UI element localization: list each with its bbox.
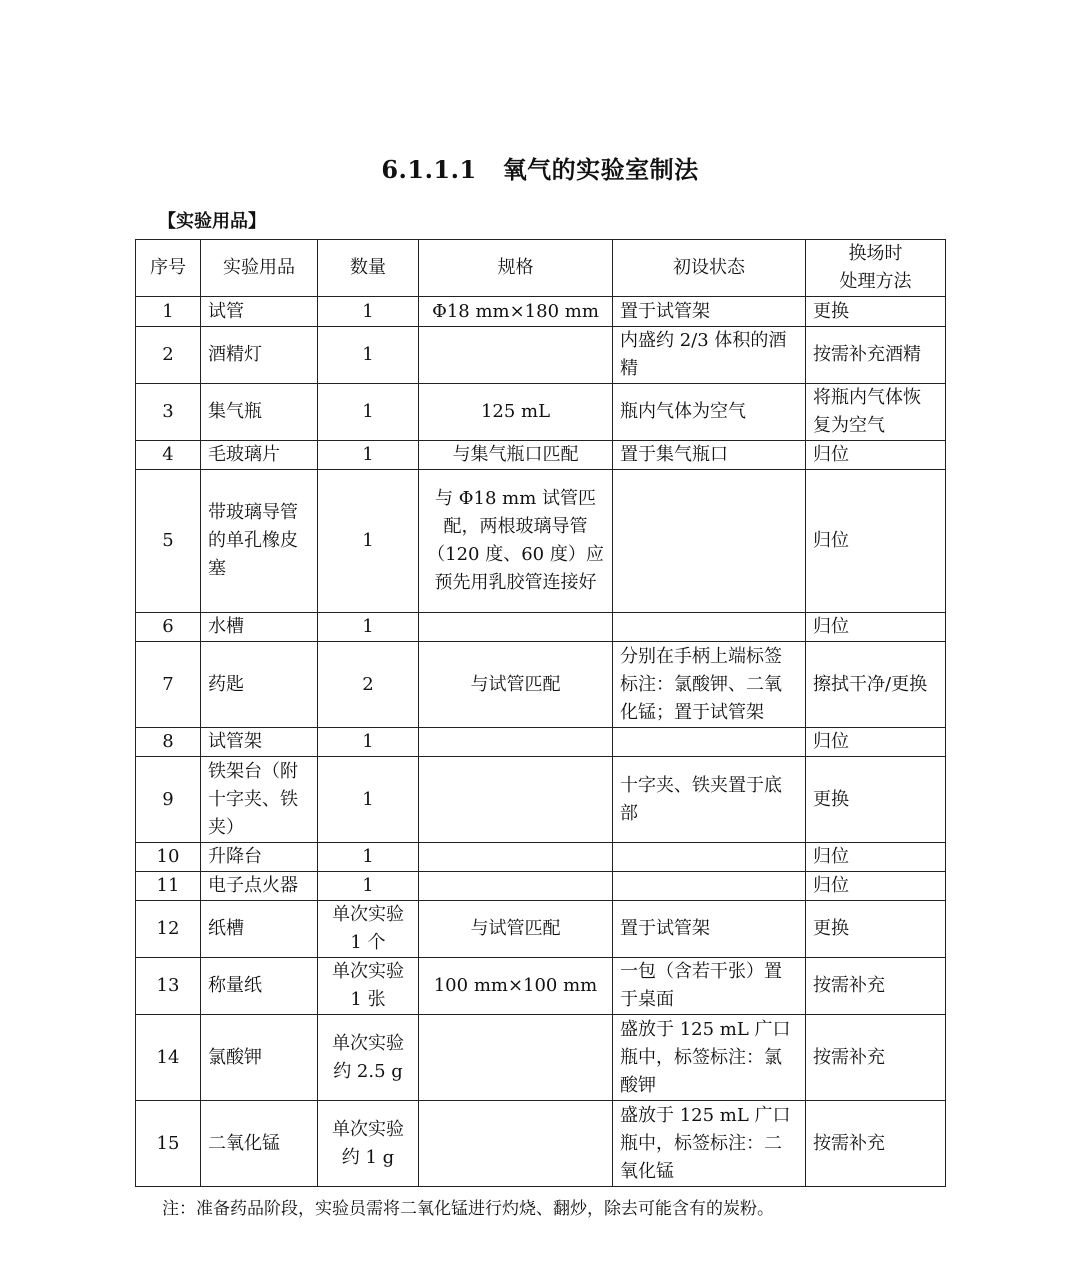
cell-item: 铁架台（附十字夹、铁夹） (201, 757, 318, 843)
cell-index: 8 (136, 728, 201, 757)
cell-item: 试管架 (201, 728, 318, 757)
cell-item: 试管 (201, 297, 318, 327)
cell-index: 11 (136, 872, 201, 901)
cell-index: 15 (136, 1101, 201, 1187)
cell-initial-state: 十字夹、铁夹置于底部 (613, 757, 806, 843)
cell-spec: 与 Φ18 mm 试管匹配，两根玻璃导管（120 度、60 度）应预先用乳胶管连接好 (419, 470, 613, 613)
cell-handling: 按需补充 (806, 958, 946, 1015)
cell-quantity: 1 (318, 297, 419, 327)
cell-spec: 与试管匹配 (419, 901, 613, 958)
page-title (0, 150, 1080, 185)
cell-handling: 将瓶内气体恢复为空气 (806, 384, 946, 441)
cell-handling: 按需补充 (806, 1015, 946, 1101)
table-row (136, 1101, 946, 1187)
cell-item: 水槽 (201, 613, 318, 642)
heading-text: 氧气的实验室制法 (502, 155, 699, 184)
cell-spec: 与集气瓶口匹配 (419, 441, 613, 470)
cell-initial-state: 瓶内气体为空气 (613, 384, 806, 441)
cell-initial-state (613, 613, 806, 642)
cell-index: 10 (136, 843, 201, 872)
table-row (136, 441, 946, 470)
cell-handling: 归位 (806, 872, 946, 901)
cell-handling: 归位 (806, 470, 946, 613)
table-row (136, 728, 946, 757)
cell-item: 电子点火器 (201, 872, 318, 901)
table-row (136, 757, 946, 843)
cell-item: 升降台 (201, 843, 318, 872)
cell-item: 称量纸 (201, 958, 318, 1015)
cell-item: 酒精灯 (201, 327, 318, 384)
cell-item: 药匙 (201, 642, 318, 728)
table-row (136, 872, 946, 901)
cell-handling: 更换 (806, 297, 946, 327)
cell-quantity: 1 (318, 441, 419, 470)
cell-spec: 125 mL (419, 384, 613, 441)
cell-quantity: 1 (318, 757, 419, 843)
cell-spec (419, 843, 613, 872)
cell-item: 带玻璃导管的单孔橡皮塞 (201, 470, 318, 613)
cell-handling: 归位 (806, 728, 946, 757)
cell-index: 14 (136, 1015, 201, 1101)
section-label: 【实验用品】 (158, 211, 266, 232)
cell-initial-state (613, 843, 806, 872)
heading-number: 6.1.1.1 (381, 155, 477, 184)
cell-item: 纸槽 (201, 901, 318, 958)
cell-index: 12 (136, 901, 201, 958)
cell-handling: 归位 (806, 613, 946, 642)
cell-initial-state: 盛放于 125 mL 广口瓶中，标签标注：二氧化锰 (613, 1101, 806, 1187)
cell-initial-state: 置于试管架 (613, 901, 806, 958)
cell-quantity: 1 (318, 843, 419, 872)
cell-handling: 擦拭干净/更换 (806, 642, 946, 728)
cell-spec (419, 757, 613, 843)
cell-index: 13 (136, 958, 201, 1015)
cell-initial-state: 盛放于 125 mL 广口瓶中，标签标注：氯酸钾 (613, 1015, 806, 1101)
cell-handling: 更换 (806, 757, 946, 843)
materials-table (135, 239, 946, 1187)
cell-index: 6 (136, 613, 201, 642)
table-row (136, 642, 946, 728)
table-row (136, 958, 946, 1015)
cell-index: 1 (136, 297, 201, 327)
cell-item: 集气瓶 (201, 384, 318, 441)
column-header: 换场时 处理方法 (806, 240, 946, 297)
cell-spec (419, 1101, 613, 1187)
cell-item: 毛玻璃片 (201, 441, 318, 470)
cell-quantity: 单次实验约 1 g (318, 1101, 419, 1187)
cell-handling: 归位 (806, 843, 946, 872)
cell-index: 5 (136, 470, 201, 613)
cell-quantity: 1 (318, 872, 419, 901)
cell-initial-state (613, 872, 806, 901)
cell-index: 4 (136, 441, 201, 470)
table-row (136, 1015, 946, 1101)
column-header: 初设状态 (613, 240, 806, 297)
cell-quantity: 单次实验 1 个 (318, 901, 419, 958)
cell-handling: 归位 (806, 441, 946, 470)
cell-initial-state: 置于试管架 (613, 297, 806, 327)
cell-quantity: 2 (318, 642, 419, 728)
table-row (136, 901, 946, 958)
cell-spec (419, 327, 613, 384)
cell-handling: 更换 (806, 901, 946, 958)
footnote: 注：准备药品阶段，实验员需将二氧化锰进行灼烧、翻炒，除去可能含有的炭粉。 (162, 1199, 774, 1219)
cell-quantity: 1 (318, 384, 419, 441)
cell-index: 7 (136, 642, 201, 728)
cell-handling: 按需补充酒精 (806, 327, 946, 384)
cell-quantity: 1 (318, 728, 419, 757)
cell-quantity: 1 (318, 470, 419, 613)
cell-spec: Φ18 mm×180 mm (419, 297, 613, 327)
cell-initial-state: 一包（含若干张）置于桌面 (613, 958, 806, 1015)
cell-spec (419, 872, 613, 901)
table-row (136, 297, 946, 327)
cell-spec (419, 728, 613, 757)
cell-index: 9 (136, 757, 201, 843)
cell-item: 氯酸钾 (201, 1015, 318, 1101)
cell-initial-state: 分别在手柄上端标签标注：氯酸钾、二氧化锰；置于试管架 (613, 642, 806, 728)
cell-index: 3 (136, 384, 201, 441)
cell-spec: 与试管匹配 (419, 642, 613, 728)
cell-spec: 100 mm×100 mm (419, 958, 613, 1015)
column-header: 数量 (318, 240, 419, 297)
table-header-row (136, 240, 946, 297)
cell-initial-state: 内盛约 2/3 体积的酒精 (613, 327, 806, 384)
column-header: 规格 (419, 240, 613, 297)
cell-quantity: 1 (318, 327, 419, 384)
cell-initial-state (613, 728, 806, 757)
cell-quantity: 1 (318, 613, 419, 642)
table-row (136, 843, 946, 872)
cell-spec (419, 1015, 613, 1101)
table-row (136, 384, 946, 441)
table-body (136, 297, 946, 1187)
cell-initial-state (613, 470, 806, 613)
column-header: 序号 (136, 240, 201, 297)
cell-item: 二氧化锰 (201, 1101, 318, 1187)
cell-initial-state: 置于集气瓶口 (613, 441, 806, 470)
table-row (136, 327, 946, 384)
cell-spec (419, 613, 613, 642)
cell-quantity: 单次实验约 2.5 g (318, 1015, 419, 1101)
table-row (136, 613, 946, 642)
table-row (136, 470, 946, 613)
cell-quantity: 单次实验 1 张 (318, 958, 419, 1015)
cell-index: 2 (136, 327, 201, 384)
cell-handling: 按需补充 (806, 1101, 946, 1187)
column-header: 实验用品 (201, 240, 318, 297)
